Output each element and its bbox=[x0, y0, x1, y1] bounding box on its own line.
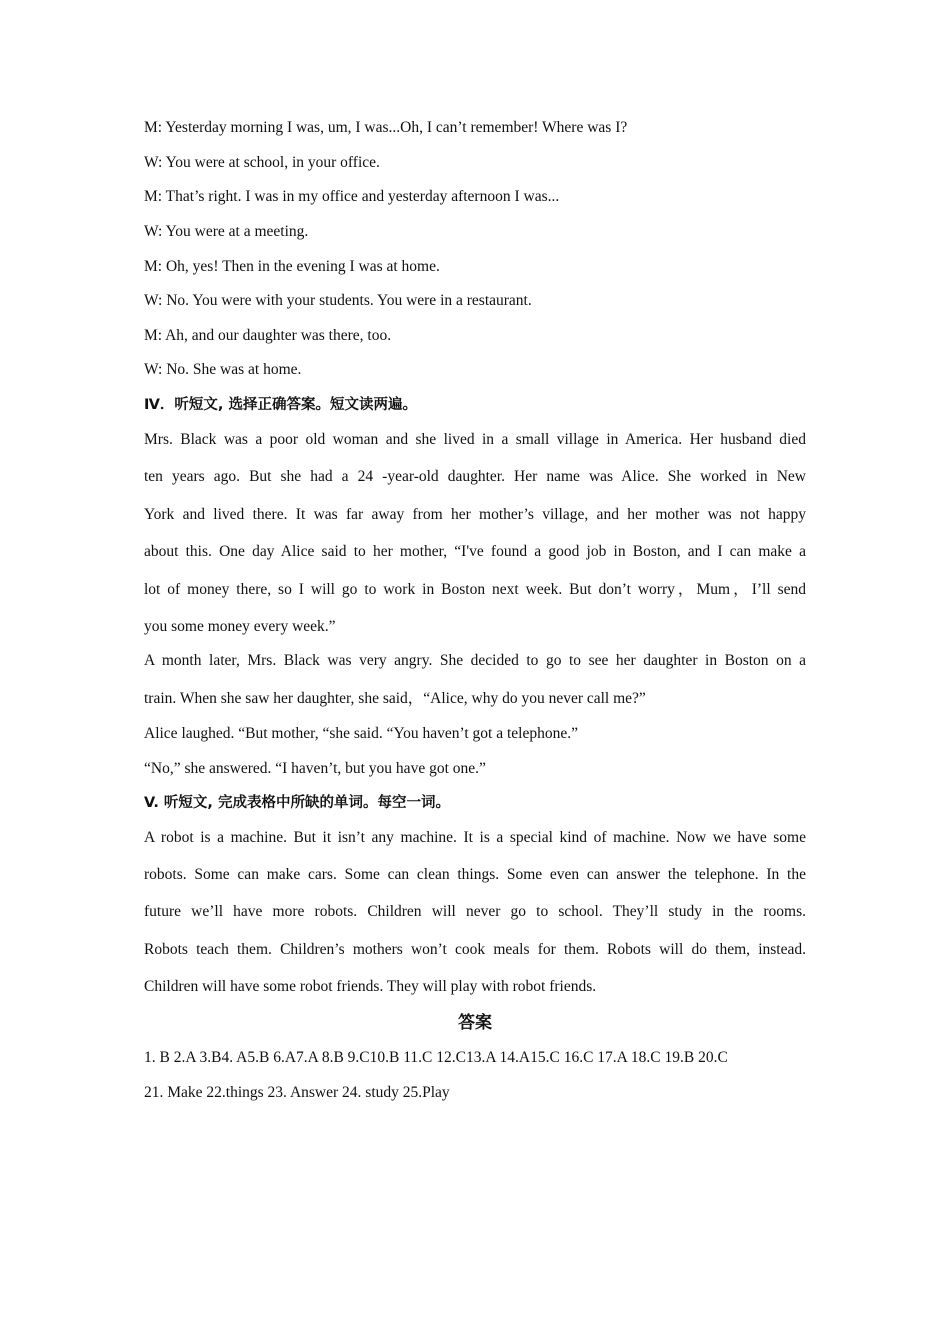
dialogue-line: W: You were at a meeting. bbox=[144, 223, 309, 240]
passage-line: Alice laughed. “But mother, “she said. “You haven’t got a telephone.” bbox=[144, 725, 578, 742]
section-5-heading: V. 听短文, 完成表格中所缺的单词。每空一词。 bbox=[144, 795, 450, 811]
dialogue-line: W: You were at school, in your office. bbox=[144, 154, 380, 171]
passage-line: A robot is a machine. But it isn’t any machine. It is a special kind of machine. Now we have some bbox=[144, 829, 806, 846]
answers-line: 21. Make 22.things 23. Answer 24. study 25.Play bbox=[144, 1084, 450, 1101]
passage-line: you some money every week.” bbox=[144, 618, 336, 635]
passage-line: Robots teach them. Children’s mothers won’t cook meals for them. Robots will do them, instead. bbox=[144, 941, 806, 958]
passage-line: Children will have some robot friends. They will play with robot friends. bbox=[144, 978, 597, 995]
dialogue-line: W: No. She was at home. bbox=[144, 361, 302, 378]
passage-line: about this. One day Alice said to her mother, “I've found a good job in Boston, and I can make a bbox=[144, 543, 806, 560]
passage-line: robots. Some can make cars. Some can clean things. Some even can answer the telephone. In the bbox=[144, 866, 806, 883]
answers-title: 答案 bbox=[458, 1013, 492, 1033]
passage-line: A month later, Mrs. Black was very angry. She decided to go to see her daughter in Boston on a bbox=[144, 652, 806, 669]
dialogue-line: M: Ah, and our daughter was there, too. bbox=[144, 327, 392, 344]
passage-line: ten years ago. But she had a 24 -year-old daughter. Her name was Alice. She worked in New bbox=[144, 468, 806, 485]
dialogue-line: W: No. You were with your students. You were in a restaurant. bbox=[144, 292, 532, 309]
dialogue-line: M: That’s right. I was in my office and yesterday afternoon I was... bbox=[144, 188, 560, 205]
answers-line: 1. B 2.A 3.B4. A5.B 6.A7.A 8.B 9.C10.B 11.C 12.C13.A 14.A15.C 16.C 17.A 18.C 19.B 20.C bbox=[144, 1049, 728, 1066]
passage-line: future we’ll have more robots. Children will never go to school. They’ll study in the rooms. bbox=[144, 903, 806, 920]
dialogue-line: M: Yesterday morning I was, um, I was...Oh, I can’t remember! Where was I? bbox=[144, 119, 628, 136]
dialogue-line: M: Oh, yes! Then in the evening I was at home. bbox=[144, 258, 440, 275]
passage-line: York and lived there. It was far away from her mother’s village, and her mother was not happy bbox=[144, 506, 806, 523]
section-4-heading: Ⅳ．听短文, 选择正确答案。短文读两遍。 bbox=[144, 397, 417, 413]
passage-line: train. When she saw her daughter, she said，“Alice, why do you never call me?” bbox=[144, 690, 646, 707]
passage-line: lot of money there, so I will go to work in Boston next week. But don’t worry，Mum，I’ll send bbox=[144, 581, 806, 598]
passage-line: Mrs. Black was a poor old woman and she lived in a small village in America. Her husband died bbox=[144, 431, 806, 448]
passage-line: “No,” she answered. “I haven’t, but you have got one.” bbox=[144, 760, 486, 777]
